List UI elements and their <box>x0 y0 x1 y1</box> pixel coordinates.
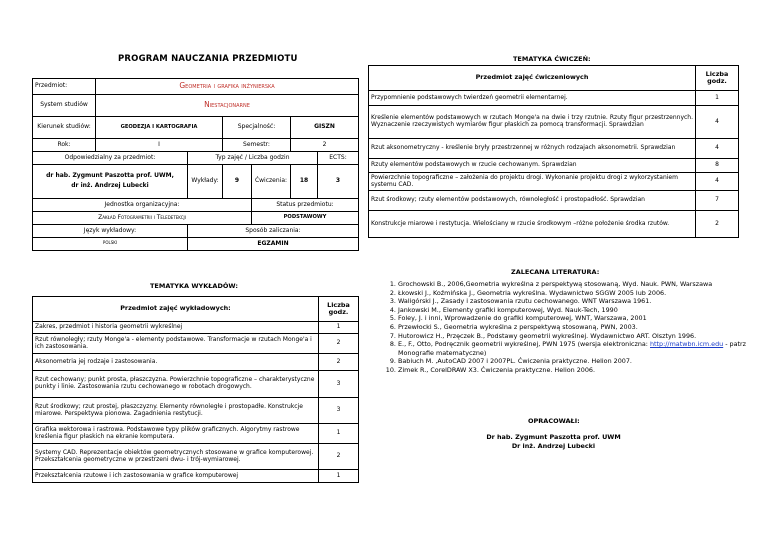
zaliczenie-label: Sposób zaliczania: <box>188 225 359 238</box>
lecture-topic: Aksonometria jej rodzaje i zastosowania. <box>33 354 319 371</box>
exercise-hours: 4 <box>696 173 739 191</box>
specjalnosc-label: Specjalność: <box>223 117 291 139</box>
exercise-topic: Rzut środkowy; rzuty elementów podstawowych, równoległość i prostopadłość. Sprawdzian <box>369 191 696 211</box>
status-value: PODSTAWOWY <box>252 212 359 225</box>
odpowiedzialny-value <box>33 165 188 199</box>
kierunek-label: Kierunek studiów: <box>33 117 96 139</box>
prepared-by-names <box>368 433 739 451</box>
lecture-hours: 2 <box>319 334 359 354</box>
zaliczenie-value: EGZAMIN <box>188 238 359 251</box>
literature-list <box>380 280 758 375</box>
literature-item: 6. Przewłocki S., Geometria wykreślna z perspektywą stosowaną, PWN, 2003. <box>398 323 758 332</box>
lecture-topic: Rzut cechowany; punkt prosta, płaszczyzna. Powierzchnie topograficzne – charakterystyczne punkty i linie. Zastosowania rzutu cechowanego w robotach drogowych. <box>33 371 319 398</box>
lecture-topic: Systemy CAD. Reprezentacje obiektów geometrycznych stosowane w grafice komputerowej. Przekształcenia geometryczne w przestrzeni dwu- i trój-wymiarowej. <box>33 444 319 470</box>
lecture-topic: Grafika wektorowa i rastrowa. Podstawowe typy plików graficznych. Algorytmy rastrowe kreślenia figur płaskich na ekranie komputera. <box>33 424 319 444</box>
literature-title: ZALECANA LITERATURA: <box>511 268 600 276</box>
literature-item: 7. Hutorowicz H., Przęczek B., Podstawy geometrii wykreślnej. Wydawnictwo ART. Olsztyn 1996. <box>398 332 758 341</box>
lecture-hours: 3 <box>319 371 359 398</box>
semestr-label: Semestr: <box>223 139 291 152</box>
cwiczenia-value: 18 <box>291 165 318 199</box>
literature-item: 1. Grochowski B., 2006,Geometria wykreślna z perspektywą stosowaną, Wyd. Nauk. PWN, Warszawa <box>398 280 758 289</box>
lectures-col-subject: Przedmiot zajęć wykładowych: <box>33 297 319 322</box>
przedmiot-value: Geometria i grafika inżynierska <box>96 79 359 95</box>
exercise-hours: 8 <box>696 159 739 173</box>
exercise-topic: Konstrukcje miarowe i restytucja. Wielościany w rzucie środkowym –różne położenie środka rzutów. <box>369 211 696 238</box>
jezyk-value: polski <box>33 238 188 251</box>
lecture-topic: Rzut równoległy; rzuty Monge'a - elementy podstawowe. Transformacje w rzutach Monge'a i ich zastosowania. <box>33 334 319 354</box>
przedmiot-label: Przedmiot: <box>33 79 96 95</box>
exercises-col-hours: Liczba godz. <box>696 66 739 91</box>
odpowiedzialny-label: Odpowiedzialny za przedmiot: <box>33 152 188 165</box>
literature-item: 2. Łkowski J., Koźmińska J., Geometria wykreślna. Wydawnictwo SGGW 2005 lub 2006. <box>398 289 758 298</box>
system-value: Niestacjonarne <box>96 95 359 117</box>
literature-item <box>398 340 758 357</box>
literature-item-text: - patrz Monografie matematyczne) <box>398 340 747 357</box>
lecture-hours: 1 <box>319 322 359 334</box>
prepared-by-name-2: Dr inż. Andrzej Lubecki <box>511 442 596 450</box>
literature-item: 9. Babiuch M. ,AutoCAD 2007 i 2007PL. Ćwiczenia praktyczne. Helion 2007. <box>398 357 758 366</box>
literature-item: 3. Waligórski J., Zasady i zastosowania rzutu cechowanego. WNT Warszawa 1961. <box>398 297 758 306</box>
exercises-title: TEMATYKA ĆWICZEŃ: <box>513 55 591 63</box>
jezyk-label: Język wykładowy: <box>33 225 188 238</box>
exercises-col-subject: Przedmiot zajęć ćwiczeniowych <box>369 66 696 91</box>
specjalnosc-value: GISZN <box>291 117 359 139</box>
exercise-hours: 7 <box>696 191 739 211</box>
system-label: System studiów <box>33 95 96 117</box>
lecture-topic: Zakres, przedmiot i historia geometrii wykreślnej <box>33 322 319 334</box>
exercise-topic: Rzuty elementów podstawowych w rzucie cechowanym. Sprawdzian <box>369 159 696 173</box>
lectures-title: TEMATYKA WYKŁADÓW: <box>150 282 238 290</box>
cwiczenia-label: Ćwiczenia: <box>252 165 291 199</box>
program-title: PROGRAM NAUCZANIA PRZEDMIOTU <box>118 54 298 64</box>
semestr-value: 2 <box>291 139 359 152</box>
lecture-hours: 2 <box>319 444 359 470</box>
lecture-topic: Rzut środkowy; rzut prostej, płaszczyzny. Elementy równoległe i prostopadłe. Konstrukcje miarowe. Perspektywa pionowa. Zagadnienia restytucji. <box>33 398 319 424</box>
lecture-hours: 1 <box>319 424 359 444</box>
exercise-topic: Powierzchnie topograficzne – założenia do projektu drogi. Wykonanie projektu drogi z wykorzystaniem systemu CAD. <box>369 173 696 191</box>
literature-item: 5. Foley, J. i inni, Wprowadzenie do grafiki komputerowej, WNT, Warszawa, 2001 <box>398 314 758 323</box>
literature-item: 4. Jankowski M., Elementy grafiki komputerowej, Wyd. Nauk-Tech, 1990 <box>398 306 758 315</box>
status-label: Status przedmiotu: <box>252 199 359 212</box>
typ-zajec-label: Typ zajęć / Liczba godzin <box>188 152 318 165</box>
ects-label: ECTS: <box>318 152 359 165</box>
exercise-hours: 1 <box>696 91 739 106</box>
matwbn-link[interactable]: http://matwbn.icm.edu <box>650 340 724 349</box>
rok-label: Rok: <box>33 139 96 152</box>
lectures-col-hours: Liczba godz. <box>319 297 359 322</box>
exercise-topic: Kreślenie elementów podstawowych w rzutach Monge'a na dwie i trzy rzutnie. Rzuty figur przestrzennych. Wyznaczenie rzeczywistych wymiarów figur płaskich za pomocą transformacji. Sprawdzian <box>369 106 696 139</box>
exercises-table <box>368 65 739 238</box>
jednostka-label: Jednostka organizacyjna: <box>33 199 252 212</box>
wyklady-value: 9 <box>223 165 252 199</box>
exercise-topic: Rzut aksonometryczny - kreślenie bryły przestrzennej w różnych rodzajach aksonometrii. Sprawdzian <box>369 139 696 159</box>
literature-item: 10. Zimek R., CorelDRAW X3. Ćwiczenia praktyczne. Helion 2006. <box>398 366 758 375</box>
exercise-topic: Przypomnienie podstawowych twierdzeń geometrii elementarnej. <box>369 91 696 106</box>
ects-value: 3 <box>318 165 359 199</box>
odpowiedzialny-name-1: dr hab. Zygmunt Paszotta prof. UWM, <box>46 172 174 180</box>
exercise-hours: 4 <box>696 106 739 139</box>
odpowiedzialny-name-2: dr inż. Andrzej Lubecki <box>71 182 149 189</box>
kierunek-value: GEODEZJA I KARTOGRAFIA <box>96 117 223 139</box>
exercise-hours: 2 <box>696 211 739 238</box>
course-info-table <box>32 78 359 251</box>
wyklady-label: Wykłady: <box>188 165 223 199</box>
lecture-topic: Przekształcenia rzutowe i ich zastosowania w grafice komputerowej <box>33 470 319 483</box>
literature-item-text: E., F., Otto, Podręcznik geometrii wykreślnej, PWN 1975 (wersja elektroniczna: <box>398 340 650 349</box>
lecture-hours: 1 <box>319 470 359 483</box>
prepared-by-title: OPRACOWAŁI: <box>528 417 580 425</box>
prepared-by-name-1: Dr hab. Zygmunt Paszotta prof. UWM <box>486 433 621 441</box>
lectures-table <box>32 296 359 483</box>
exercise-hours: 4 <box>696 139 739 159</box>
jednostka-value: Zakład Fotogrametrii i Teledetekcji <box>33 212 252 225</box>
lecture-hours: 2 <box>319 354 359 371</box>
lecture-hours: 3 <box>319 398 359 424</box>
rok-value: I <box>96 139 223 152</box>
